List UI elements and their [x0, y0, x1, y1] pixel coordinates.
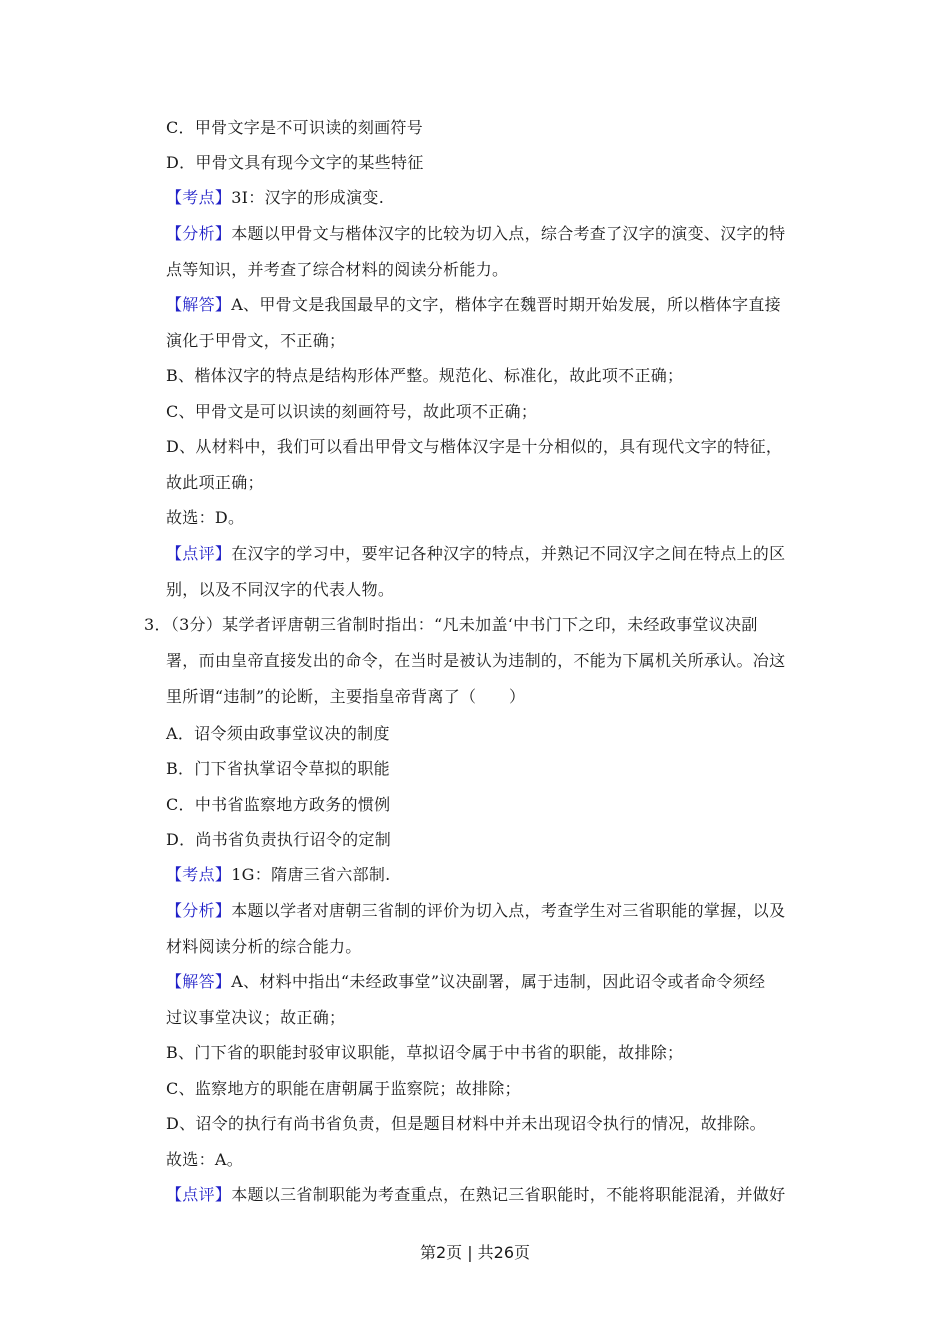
q2-option-d: D．甲骨文具有现今文字的某些特征: [166, 153, 424, 172]
kaodian-tag: 【考点】: [166, 188, 232, 207]
q3-fenxi-cont: 材料阅读分析的综合能力。: [166, 937, 362, 956]
q2-dianping: [166, 544, 785, 564]
q3-fenxi: [166, 901, 785, 921]
dianping-tag: 【点评】: [166, 544, 232, 563]
kaodian-tag: 【考点】: [166, 865, 232, 884]
fenxi-tag: 【分析】: [166, 901, 232, 920]
q2-answer: 故选：D。: [166, 508, 245, 527]
q2-jieda-cont: 演化于甲骨文，不正确；: [166, 331, 346, 350]
q2-jieda-b: B、楷体汉字的特点是结构形体严整。规范化、标准化，故此项不正确；: [166, 366, 684, 385]
q3-jieda: [166, 972, 765, 992]
jieda-tag: 【解答】: [166, 972, 232, 991]
jieda-tag: 【解答】: [166, 295, 232, 314]
kaodian-text: 3I：汉字的形成演变.: [231, 188, 385, 207]
jieda-text: A、甲骨文是我国最早的文字，楷体字在魏晋时期开始发展，所以楷体字直接: [231, 295, 781, 314]
q2-jieda-c: C、甲骨文是可以识读的刻画符号，故此项不正确；: [166, 402, 538, 421]
dianping-text: 本题以三省制职能为考查重点，在熟记三省职能时，不能将职能混淆，并做好: [231, 1185, 786, 1204]
q2-jieda-d-cont: 故此项正确；: [166, 473, 264, 492]
kaodian-text: 1G：隋唐三省六部制.: [231, 865, 391, 884]
fenxi-tag: 【分析】: [166, 224, 232, 243]
fenxi-text: 本题以甲骨文与楷体汉字的比较为切入点，综合考查了汉字的演变、汉字的特: [231, 224, 786, 243]
q2-jieda-d: D、从材料中，我们可以看出甲骨文与楷体汉字是十分相似的，具有现代文字的特征，: [166, 437, 783, 456]
q2-fenxi-cont: 点等知识，并考查了综合材料的阅读分析能力。: [166, 260, 509, 279]
q2-kaodian: [166, 188, 384, 208]
q2-dianping-cont: 别，以及不同汉字的代表人物。: [166, 580, 395, 599]
q3-jieda-cont: 过议事堂决议；故正确；: [166, 1008, 346, 1027]
q3-jieda-c: C、监察地方的职能在唐朝属于监察院；故排除；: [166, 1079, 521, 1098]
q2-jieda: [166, 295, 781, 315]
q3-option-b: B．门下省执掌诏令草拟的职能: [166, 759, 390, 778]
q3-option-a: A．诏令须由政事堂议决的制度: [166, 724, 390, 743]
page-footer: 第2页 | 共26页: [419, 1243, 531, 1262]
q2-option-c: C．甲骨文字是不可识读的刻画符号: [166, 118, 424, 137]
q3-stem-cont-1: 署，而由皇帝直接发出的命令，在当时是被认为违制的，不能为下属机关所承认。冶这: [166, 651, 786, 670]
dianping-text: 在汉字的学习中，要牢记各种汉字的特点，并熟记不同汉字之间在特点上的区: [231, 544, 786, 563]
q3-jieda-b: B、门下省的职能封驳审议职能，草拟诏令属于中书省的职能，故排除；: [166, 1043, 684, 1062]
q2-fenxi: [166, 224, 785, 244]
q3-option-c: C．中书省监察地方政务的惯例: [166, 795, 391, 814]
q3-dianping: [166, 1185, 785, 1205]
q3-answer: 故选：A。: [166, 1150, 244, 1169]
q3-jieda-d: D、诏令的执行有尚书省负责，但是题目材料中并未出现诏令执行的情况，故排除。: [166, 1114, 766, 1133]
q3-option-d: D．尚书省负责执行诏令的定制: [166, 830, 392, 849]
dianping-tag: 【点评】: [166, 1185, 232, 1204]
q3-stem-cont-2: 里所谓“违制”的论断，主要指皇帝背离了（ ）: [166, 687, 526, 706]
q3-stem: 3．（3分）某学者评唐朝三省制时指出：“凡未加盖‘中书门下之印，未经政事堂议决副: [144, 615, 758, 634]
q3-kaodian: [166, 865, 391, 885]
jieda-text: A、材料中指出“未经政事堂”议决副署，属于违制，因此诏令或者命令须经: [231, 972, 766, 991]
fenxi-text: 本题以学者对唐朝三省制的评价为切入点，考查学生对三省职能的掌握，以及: [231, 901, 786, 920]
